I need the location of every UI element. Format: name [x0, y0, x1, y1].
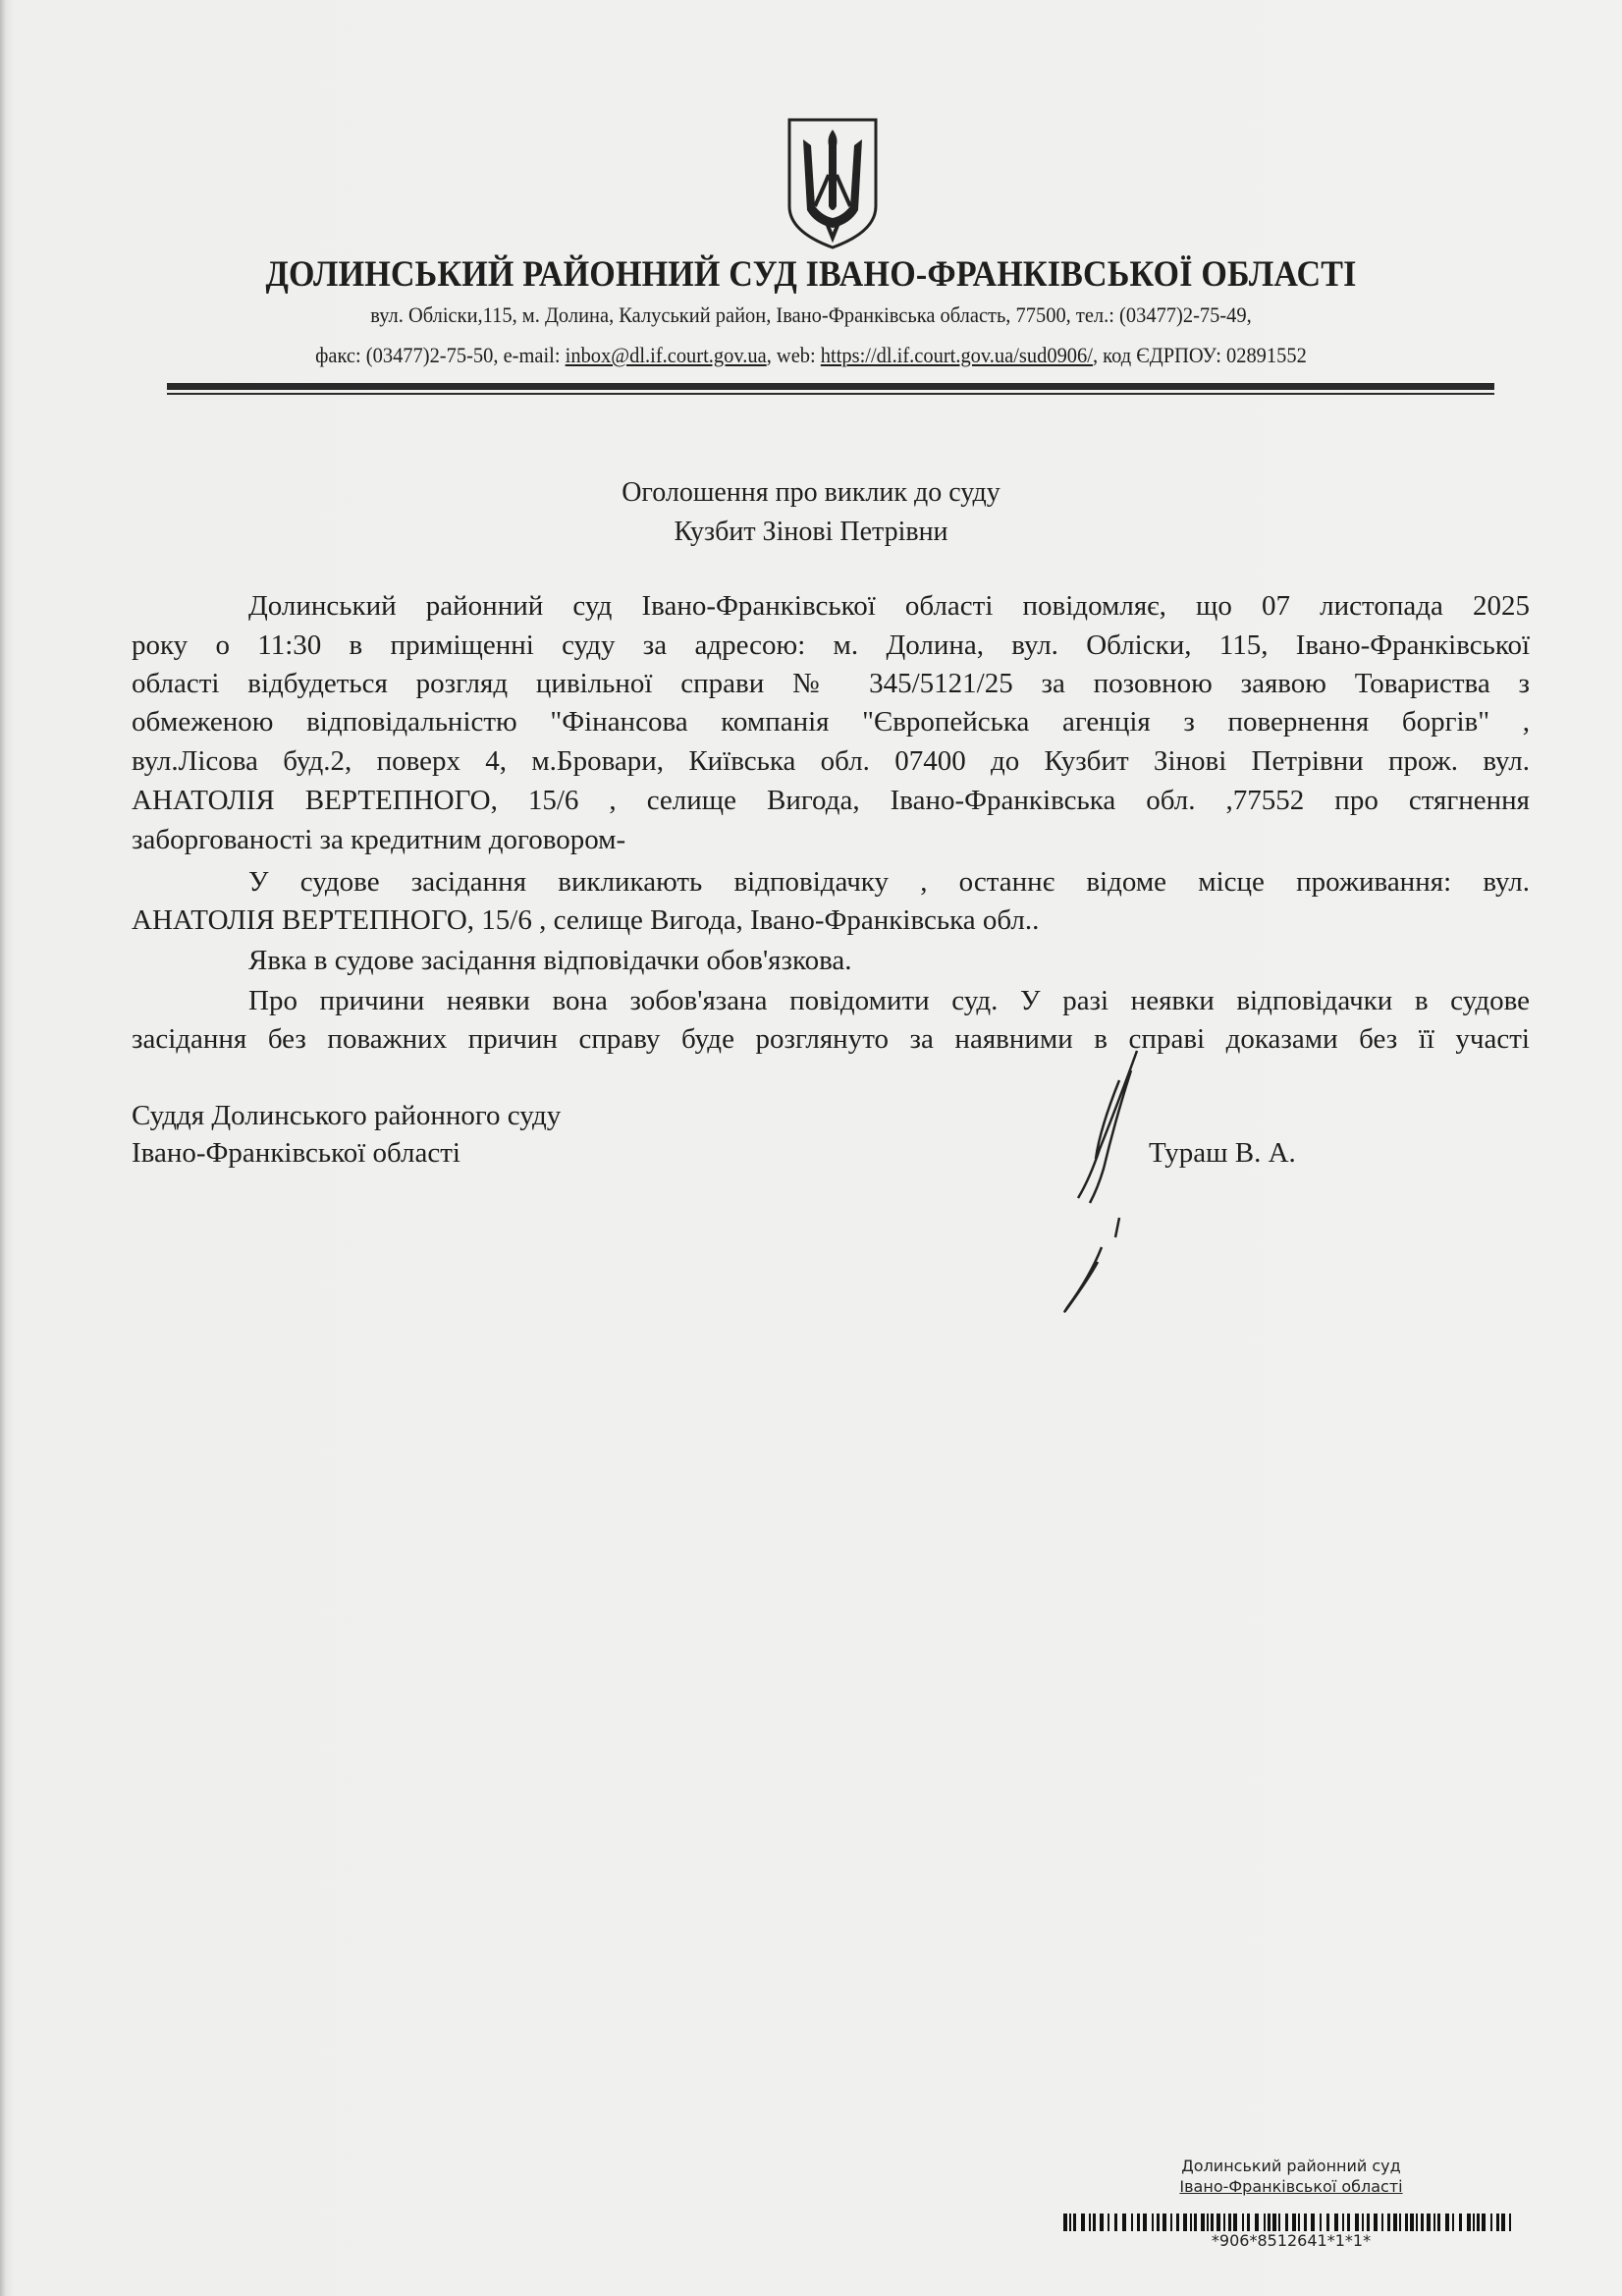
- barcode-bar: [1278, 2214, 1280, 2231]
- barcode-bar: [1255, 2214, 1259, 2231]
- body-line: року о 11:30 в приміщенні суду за адресою: м. Долина, вул. Обліски, 115, Івано-Франківської: [132, 629, 1530, 661]
- barcode-bar: [1157, 2214, 1160, 2231]
- barcode-bar: [1399, 2214, 1401, 2231]
- barcode-bar: [1137, 2214, 1140, 2231]
- barcode-bar: [1285, 2214, 1288, 2231]
- barcode-bar: [1405, 2214, 1408, 2231]
- barcode-bar: [1410, 2214, 1414, 2231]
- barcode-bar: [1170, 2214, 1172, 2231]
- barcode-bar: [1292, 2214, 1296, 2231]
- stamp-court-name: Долинський районний суд: [1181, 2157, 1401, 2175]
- barcode-bar: [1459, 2214, 1462, 2231]
- barcode-bar: [1509, 2214, 1511, 2231]
- barcode-bar: [1437, 2214, 1440, 2231]
- web-label: , web:: [766, 343, 821, 367]
- barcode-bar: [1334, 2214, 1338, 2231]
- barcode-bar: [1223, 2214, 1225, 2231]
- barcode-bar: [1268, 2214, 1271, 2231]
- body-line: АНАТОЛІЯ ВЕРТЕПНОГО, 15/6 , селище Вигода, Івано-Франківська обл. ,77552 про стягнення: [132, 785, 1530, 816]
- header-divider-thick: [167, 383, 1494, 390]
- barcode-bar: [1416, 2214, 1418, 2231]
- court-address: вул. Обліски,115, м. Долина, Калуський район, Івано-Франківська область, 77500, тел.: (03477)2-75-49,: [370, 302, 1252, 327]
- body-line: області відбудеться розгляд цивільної справи № 345/5121/25 за позовною заявою Товариства з: [132, 668, 1530, 699]
- barcode-number: *906*8512641*1*1*: [1211, 2231, 1372, 2250]
- barcode-bar: [1433, 2214, 1435, 2231]
- barcode-bar: [1427, 2214, 1431, 2231]
- judge-position-line2: Івано-Франківської області: [132, 1137, 460, 1169]
- barcode-bar: [1089, 2214, 1091, 2231]
- barcode-bar: [1201, 2214, 1205, 2231]
- barcode-bar: [1152, 2214, 1154, 2231]
- court-name-heading: ДОЛИНСЬКИЙ РАЙОННИЙ СУД ІВАНО-ФРАНКІВСЬКОЇ ОБЛАСТІ: [265, 254, 1357, 295]
- barcode-bar: [1355, 2214, 1359, 2231]
- barcode-bar: [1272, 2214, 1276, 2231]
- barcode-bar: [1162, 2214, 1166, 2231]
- barcode-bar: [1247, 2214, 1250, 2231]
- email-link[interactable]: inbox@dl.if.court.gov.ua: [565, 343, 767, 367]
- barcode-bar: [1445, 2214, 1449, 2231]
- body-line: вул.Лісова буд.2, поверх 4, м.Бровари, Київська обл. 07400 до Кузбит Зінові Петрівни прож. вул.: [132, 745, 1530, 777]
- barcode-bar: [1452, 2214, 1454, 2231]
- barcode-bar: [1143, 2214, 1147, 2231]
- barcode-bar: [1131, 2214, 1133, 2231]
- edrpou-code: , код ЄДРПОУ: 02891552: [1092, 343, 1307, 367]
- body-line: Явка в судове засідання відповідачки обов'язкова.: [248, 945, 852, 976]
- barcode-bar: [1228, 2214, 1231, 2231]
- barcode-bar: [1233, 2214, 1237, 2231]
- body-line: У судове засідання викликають відповідачку , останнє відоме місце проживання: вул.: [248, 866, 1530, 898]
- barcode-bar: [1326, 2214, 1329, 2231]
- barcode-bar: [1122, 2214, 1126, 2231]
- barcode-bar: [1073, 2214, 1076, 2231]
- fax-text: факс: (03477)2-75-50, e-mail:: [315, 343, 566, 367]
- body-line: засідання без поважних причин справу буде розглянуто за наявними в справі доказами без її участі: [132, 1023, 1530, 1055]
- notice-title: Оголошення про виклик до суду: [622, 477, 1000, 508]
- barcode-bar: [1211, 2214, 1214, 2231]
- coat-of-arms-trident-icon: [785, 116, 880, 251]
- web-link[interactable]: https://dl.if.court.gov.ua/sud0906/: [820, 343, 1093, 367]
- body-line: обмеженою відповідальністю "Фінансова компанія "Європейська агенція з повернення боргів" ,: [132, 706, 1530, 738]
- barcode-bar: [1304, 2214, 1307, 2231]
- barcode-bar: [1342, 2214, 1344, 2231]
- barcode-bar: [1190, 2214, 1192, 2231]
- judge-name: Тураш В. А.: [1149, 1137, 1296, 1169]
- notice-addressee: Кузбит Зінові Петрівни: [674, 517, 948, 547]
- barcode-bar: [1393, 2214, 1397, 2231]
- barcode-bar: [1100, 2214, 1104, 2231]
- barcode-bar: [1194, 2214, 1197, 2231]
- barcode-bar: [1176, 2214, 1179, 2231]
- barcode-bar: [1063, 2214, 1067, 2231]
- barcode-bar: [1081, 2214, 1085, 2231]
- header-divider-thin: [167, 393, 1494, 395]
- barcode-bar: [1311, 2214, 1315, 2231]
- barcode-bar: [1482, 2214, 1486, 2231]
- barcode-bar: [1381, 2214, 1383, 2231]
- barcode-bar: [1264, 2214, 1266, 2231]
- judge-position-line1: Суддя Долинського районного суду: [132, 1100, 562, 1131]
- barcode-bar: [1367, 2214, 1370, 2231]
- barcode-bar: [1473, 2214, 1475, 2231]
- barcode-bar: [1069, 2214, 1071, 2231]
- barcode-bar: [1374, 2214, 1378, 2231]
- barcode-bar: [1421, 2214, 1424, 2231]
- barcode-bar: [1114, 2214, 1117, 2231]
- barcode-bar: [1298, 2214, 1300, 2231]
- barcode-bar: [1108, 2214, 1109, 2231]
- barcode-bar: [1496, 2214, 1499, 2231]
- barcode-bar: [1467, 2214, 1471, 2231]
- barcode-bar: [1501, 2214, 1505, 2231]
- body-line: Про причини неявки вона зобов'язана повідомити суд. У разі неявки відповідачки в судове: [248, 985, 1530, 1016]
- court-contacts: [57, 343, 1565, 368]
- body-line: Долинський районний суд Івано-Франківської області повідомляє, що 07 листопада 2025: [248, 590, 1530, 622]
- barcode-bar: [1347, 2214, 1350, 2231]
- barcode-bar: [1183, 2214, 1187, 2231]
- barcode: [1063, 2214, 1517, 2231]
- barcode-bar: [1242, 2214, 1244, 2231]
- barcode-bar: [1207, 2214, 1209, 2231]
- handwritten-signature: [1021, 1041, 1159, 1326]
- stamp-region: Івано-Франківської області: [1179, 2177, 1403, 2196]
- body-line: заборгованості за кредитним договором-: [132, 824, 626, 855]
- barcode-bar: [1490, 2214, 1492, 2231]
- barcode-bar: [1477, 2214, 1480, 2231]
- barcode-bar: [1216, 2214, 1220, 2231]
- barcode-bar: [1387, 2214, 1390, 2231]
- body-line: АНАТОЛІЯ ВЕРТЕПНОГО, 15/6 , селище Вигода, Івано-Франківська обл..: [132, 904, 1040, 936]
- barcode-bar: [1093, 2214, 1096, 2231]
- barcode-bar: [1320, 2214, 1322, 2231]
- barcode-bar: [1362, 2214, 1364, 2231]
